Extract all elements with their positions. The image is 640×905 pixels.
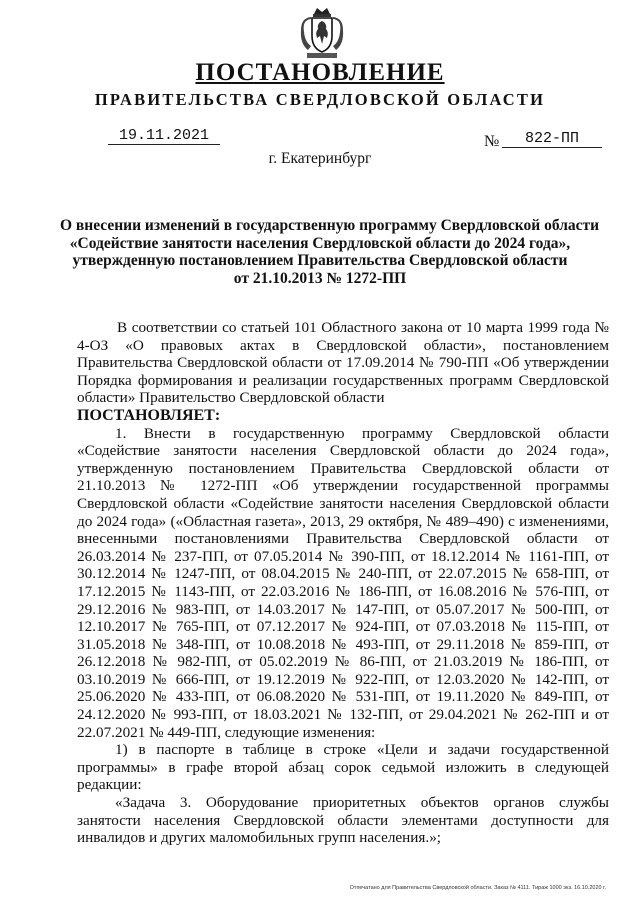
document-number: 822-ПП bbox=[502, 130, 602, 148]
document-heading bbox=[60, 217, 600, 287]
resolve-heading: ПОСТАНОВЛЯЕТ: bbox=[77, 406, 221, 424]
item-1-paragraph: 1. Внести в государственную программу Свердловской области «Содействие занятости населения Свердловской области до 2024 года», утвержденную постановлением Правительства Свердловской области от 21.10.2013 № 1272-ПП «Об утверждении государственной программы Свердловской области «Содействие занятости населения Свердловской области до 2024 года» («Областная газета», 2013, 29 октября, № 489–490) с изменениями, внесенными постановлениями Правительства Свердловской области от 26.03.2014 № 237-ПП, от 07.05.2014 № 390-ПП, от 18.12.2014 № 1161-ПП, от 30.12.2014 № 1247-ПП, от 08.04.2015 № 240-ПП, от 22.07.2015 № 658-ПП, от 17.12.2015 № 1143-ПП, от 22.03.2016 № 186-ПП, от 16.08.2016 № 576-ПП, от 29.12.2016 № 983-ПП, от 14.03.2017 № 147-ПП, от 05.07.2017 № 500-ПП, от 12.10.2017 № 765-ПП, от 07.12.2017 № 924-ПП, от 07.03.2018 № 115-ПП, от 31.05.2018 № 348-ПП, от 10.08.2018 № 493-ПП, от 29.11.2018 № 859-ПП, от 26.12.2018 № 982-ПП, от 05.02.2019 № 86-ПП, от 21.03.2019 № 186-ПП, от 03.10.2019 № 666-ПП, от 19.12.2019 № 922-ПП, от 12.03.2020 № 142-ПП, от 25.06.2020 № 433-ПП, от 06.08.2020 № 531-ПП, от 19.11.2020 № 849-ПП, от 24.12.2020 № 993-ПП, от 18.03.2021 № 132-ПП, от 29.04.2021 № 262-ПП и от 22.07.2021 № 449-ПП, следующие изменения: bbox=[77, 424, 609, 741]
print-footer: Отпечатано для Правительства Свердловской области. Заказ № 4111. Тираж 1000 экз. 16.10.2020 г. bbox=[349, 885, 606, 891]
coat-of-arms-icon bbox=[299, 6, 345, 60]
heading-line: от 21.10.2013 № 1272-ПП bbox=[233, 269, 407, 287]
item-1-1-paragraph: 1) в паспорте в таблице в строке «Цели и задачи государственной программы» в графе второй абзац сорок седьмой изложить в следующей редакции: bbox=[77, 741, 609, 794]
document-title: ПОСТАНОВЛЕНИЕ bbox=[195, 59, 445, 86]
number-label: № bbox=[484, 133, 500, 150]
heading-line: О внесении изменений в государственную программу Свердловской области bbox=[60, 217, 600, 234]
document-body bbox=[77, 319, 609, 847]
preamble-paragraph: В соответствии со статьей 101 Областного закона от 10 марта 1999 года № 4-ОЗ «О правовых актах в Свердловской области», постановлением Правительства Свердловской области от 17.09.2014 № 790-ПП «Об утверждении Порядка формирования и реализации государственных программ Свердловской области» Правительство Свердловской области bbox=[77, 319, 609, 407]
quoted-text-paragraph: «Задача 3. Оборудование приоритетных объектов органов службы занятости населения Свердловской области элементами доступности для инвалидов и других маломобильных групп населения.»; bbox=[77, 794, 609, 847]
document-date: 19.11.2021 bbox=[108, 127, 220, 145]
heading-line: утвержденную постановлением Правительства Свердловской области bbox=[72, 252, 568, 269]
document-subtitle: ПРАВИТЕЛЬСТВА СВЕРДЛОВСКОЙ ОБЛАСТИ bbox=[94, 90, 546, 109]
city: г. Екатеринбург bbox=[268, 150, 372, 167]
heading-line: «Содействие занятости населения Свердловской области до 2024 года», bbox=[69, 234, 571, 252]
